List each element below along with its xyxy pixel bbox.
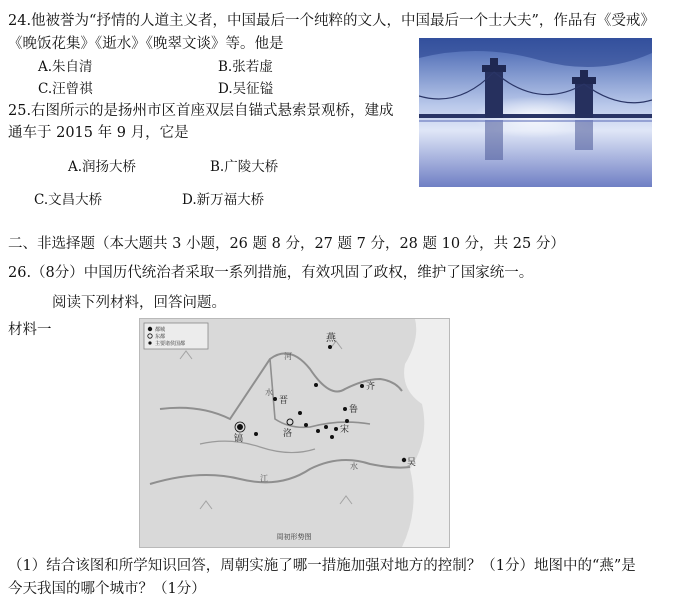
label-jin: 晋 [279, 396, 289, 406]
section-heading: 二、非选择题（本大题共 3 小题，26 题 8 分，27 题 7 分，28 题 10 分，共 25 分） [8, 236, 565, 252]
city-5 [316, 429, 320, 433]
q24-line1: 24.他被誉为“抒情的人道主义者，中国最后一个纯粹的文人，中国最后一个士大夫”，作品有《受戒》 [8, 13, 655, 29]
city-3 [298, 411, 302, 415]
legend-fief-marker [148, 341, 151, 344]
q24-option-a: A.朱自清 [38, 59, 93, 75]
city-2 [345, 419, 349, 423]
legend-fief: 主要诸侯国都 [155, 341, 186, 347]
q24-option-d: D.吴征镒 [218, 81, 274, 97]
bridge-photo [419, 38, 652, 187]
city-7 [330, 435, 334, 439]
q25-option-c: C.文昌大桥 [34, 192, 103, 208]
label-shui: 水 [265, 388, 273, 397]
city-jin [273, 397, 277, 401]
label-shui2: 水 [350, 462, 358, 471]
label-qi: 齐 [366, 382, 376, 392]
label-jiang: 江 [260, 474, 268, 483]
q24-option-b: B.张若虚 [218, 59, 273, 75]
label-lu: 鲁 [349, 405, 359, 415]
label-wu: 吴 [407, 458, 417, 468]
q26-question1-line2: 今天我国的哪个城市？（1分） [8, 581, 206, 597]
q26-stem: 26.（8分）中国历代统治者采取一系列措施，有效巩固了政权，维护了国家统一。 [8, 265, 534, 281]
label-luo: 洛 [283, 429, 293, 439]
label-he: 河 [284, 352, 292, 361]
legend-east-capital: 东都 [155, 334, 166, 340]
label-hao: 镐 [234, 434, 244, 444]
q24-line2: 《晚饭花集》《逝水》《晚翠文谈》等。他是 [8, 36, 284, 52]
city-4 [304, 423, 308, 427]
q26-instruction: 阅读下列材料，回答问题。 [52, 295, 226, 311]
city-song [334, 427, 338, 431]
city-hao [237, 424, 243, 430]
material-label: 材料一 [8, 322, 52, 338]
city-1 [314, 383, 318, 387]
city-yan [328, 345, 332, 349]
q26-question1-line1: （1）结合该图和所学知识回答，周朝实施了哪一措施加强对地方的控制？（1分）地图中的“燕”是 [8, 558, 636, 574]
city-6 [324, 425, 328, 429]
legend-capital: 都城 [155, 327, 166, 333]
label-yan: 燕 [326, 333, 336, 344]
q25-option-d: D.新万福大桥 [182, 192, 265, 208]
zhou-map [139, 318, 450, 548]
city-wu [402, 458, 406, 462]
city-8 [254, 432, 258, 436]
q25-line1: 25.右图所示的是扬州市区首座双层自锚式悬索景观桥，建成 [8, 103, 394, 119]
city-lu [343, 407, 347, 411]
map-caption: 周初形势图 [276, 533, 312, 541]
q24-option-c: C.汪曾祺 [38, 81, 93, 97]
q25-option-a: A.润扬大桥 [68, 159, 137, 175]
q25-option-b: B.广陵大桥 [210, 159, 279, 175]
label-song: 宋 [340, 425, 350, 435]
city-qi [360, 384, 364, 388]
legend-capital-marker [148, 327, 152, 331]
q25-line2: 通车于 2015 年 9 月，它是 [8, 125, 189, 141]
